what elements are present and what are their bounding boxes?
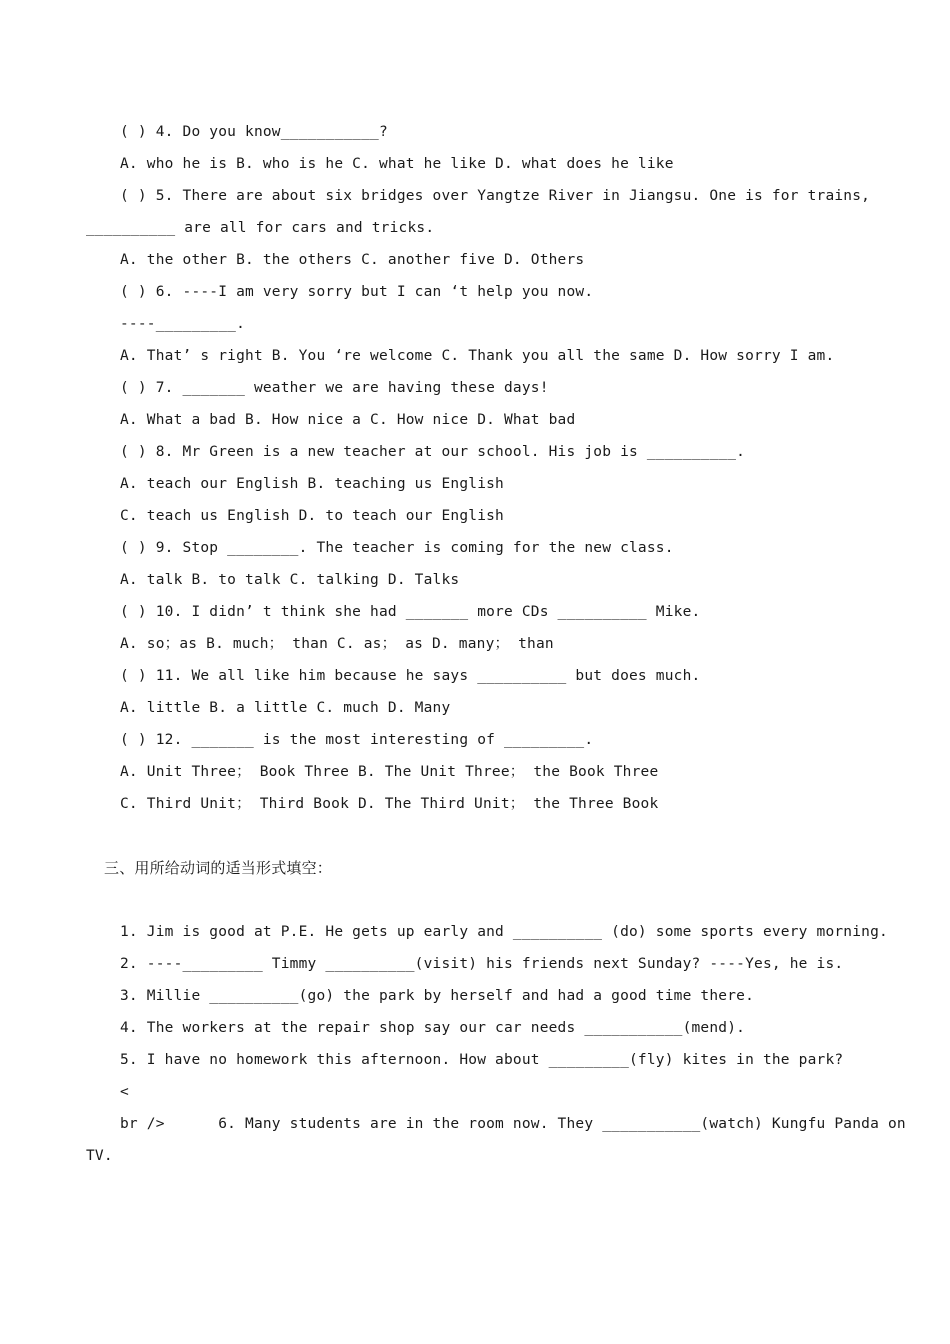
fill-item-6: br /> 6. Many students are in the room now. They ___________(watch) Kungfu Panda on (120, 1116, 906, 1132)
fill-item-5: 5. I have no homework this afternoon. How about _________(fly) kites in the park? (120, 1052, 844, 1068)
question-8-options-continued: C. teach us English D. to teach our English (120, 508, 504, 524)
question-9-stem: ( ) 9. Stop ________. The teacher is coming for the new class. (120, 540, 674, 556)
question-11-stem: ( ) 11. We all like him because he says __________ but does much. (120, 668, 701, 684)
fill-item-4: 4. The workers at the repair shop say our car needs ___________(mend). (120, 1020, 746, 1036)
section-3-heading: 三、用所给动词的适当形式填空： (104, 859, 333, 877)
question-6-stem-continued: ----_________. (120, 316, 246, 332)
question-8-options: A. teach our English B. teaching us English (120, 476, 504, 492)
question-9-options: A. talk B. to talk C. talking D. Talks (120, 572, 460, 588)
question-5-stem-continued: __________ are all for cars and tricks. (86, 220, 435, 236)
fill-item-6-continued: TV. (86, 1148, 113, 1164)
question-11-options: A. little B. a little C. much D. Many (120, 700, 451, 716)
fill-item-1: 1. Jim is good at P.E. He gets up early and __________ (do) some sports every morning. (120, 924, 888, 940)
fill-item-2: 2. ----_________ Timmy __________(visit) his friends next Sunday? ----Yes, he is. (120, 956, 844, 972)
question-12-options: A. Unit Three； Book Three B. The Unit Three； the Book Three (120, 764, 659, 780)
question-10-stem: ( ) 10. I didn’ t think she had _______ more CDs __________ Mike. (120, 604, 701, 620)
question-12-options-continued: C. Third Unit； Third Book D. The Third Unit； the Three Book (120, 796, 659, 812)
question-7-options: A. What a bad B. How nice a C. How nice D. What bad (120, 412, 576, 428)
stray-markup-fragment: < (120, 1084, 129, 1100)
question-10-options: A. so；as B. much； than C. as； as D. many； than (120, 636, 554, 652)
question-12-stem: ( ) 12. _______ is the most interesting of _________. (120, 732, 594, 748)
question-5-stem: ( ) 5. There are about six bridges over Yangtze River in Jiangsu. One is for trains, (120, 188, 871, 204)
question-7-stem: ( ) 7. _______ weather we are having these days! (120, 380, 549, 396)
fill-item-3: 3. Millie __________(go) the park by herself and had a good time there. (120, 988, 755, 1004)
question-4-options: A. who he is B. who is he C. what he like D. what does he like (120, 156, 674, 172)
question-6-options: A. That’ s right B. You ‘re welcome C. Thank you all the same D. How sorry I am. (120, 348, 835, 364)
question-5-options: A. the other B. the others C. another five D. Others (120, 252, 585, 268)
question-4-stem: ( ) 4. Do you know___________? (120, 124, 388, 140)
question-6-stem: ( ) 6. ----I am very sorry but I can ‘t help you now. (120, 284, 594, 300)
question-8-stem: ( ) 8. Mr Green is a new teacher at our school. His job is __________. (120, 444, 746, 460)
